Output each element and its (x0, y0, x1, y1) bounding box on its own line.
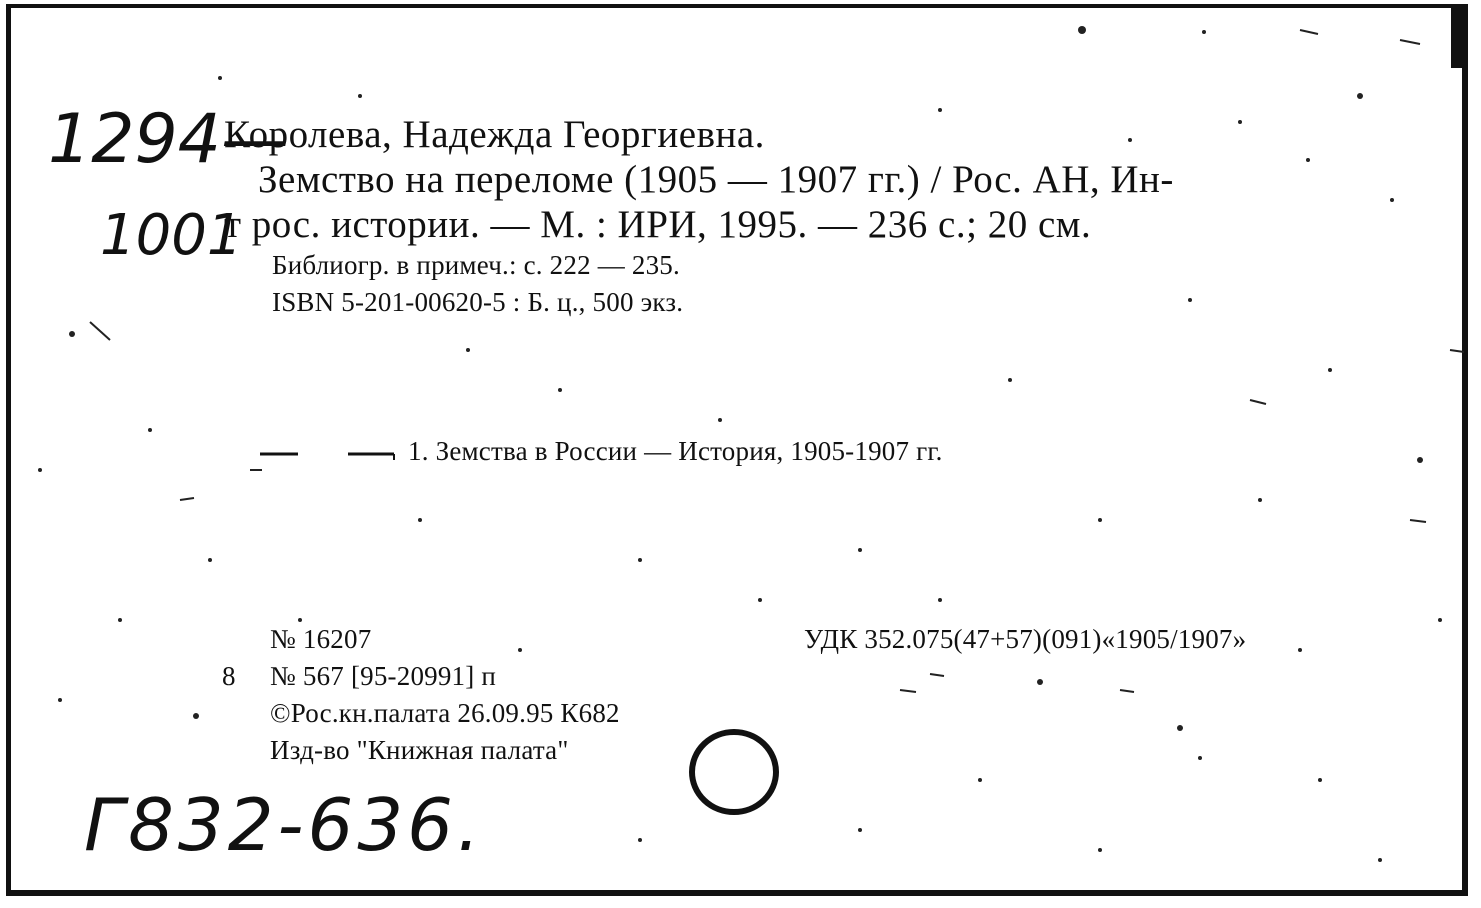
inventory-number-1: № 16207 (270, 624, 372, 654)
handwritten-call-number-text: 1294— (48, 100, 290, 179)
subject-heading: 1. Земства в России — История, 1905-1907 гг. (408, 436, 943, 466)
bibliography-note: Библиогр. в примеч.: с. 222 — 235. (272, 250, 680, 280)
number-prefix: 8 (222, 661, 236, 691)
book-chamber-line: ©Рос.кн.палата 26.09.95 К682 (270, 698, 620, 728)
udc-classification: УДК 352.075(47+57)(091)«1905/1907» (804, 624, 1247, 654)
handwritten-shelf-number-text: 1001 (100, 203, 243, 268)
author-heading: Королева, Надежда Георгиевна. (224, 113, 765, 156)
isbn-line: ISBN 5-201-00620-5 : Б. ц., 500 экз. (272, 287, 684, 317)
title-line-1: Земство на переломе (1905 — 1907 гг.) / Рос. АН, Ин- (258, 158, 1174, 201)
card-edge-mark (1451, 8, 1465, 68)
handwritten-bottom-number-text: Г832-636. (84, 783, 484, 867)
title-line-2: т рос. истории. — М. : ИРИ, 1995. — 236 с.; 20 см. (224, 203, 1092, 246)
inventory-number-2: № 567 [95-20991] п (270, 661, 497, 691)
publisher-line: Изд-во "Книжная палата" (270, 735, 569, 765)
